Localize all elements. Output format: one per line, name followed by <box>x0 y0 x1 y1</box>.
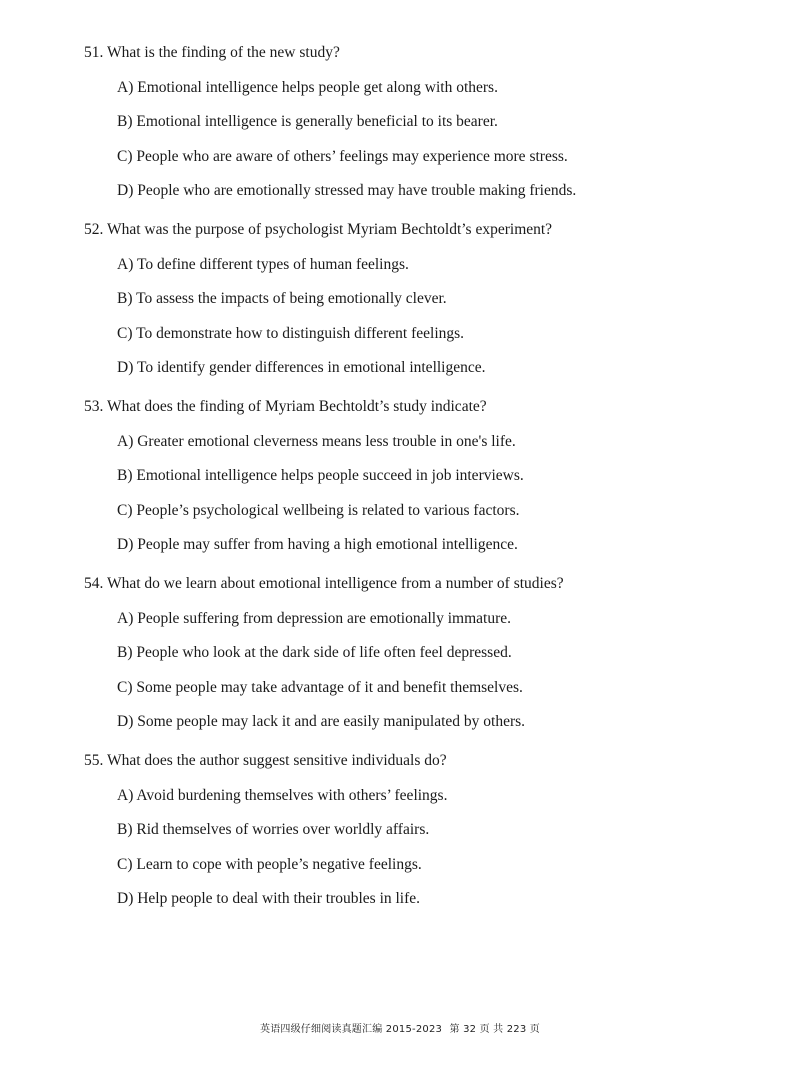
option-d: D) People who are emotionally stressed may have trouble making friends. <box>117 182 577 199</box>
footer-title: 英语四级仔细阅读真题汇编 2015-2023 <box>260 1024 443 1035</box>
option-c: C) Learn to cope with people’s negative feelings. <box>117 855 422 873</box>
option-b: B) People who look at the dark side of life often feel depressed. <box>117 644 512 661</box>
option-a: A) Greater emotional cleverness means less trouble in one's life. <box>117 432 516 450</box>
option-b: B) Emotional intelligence is generally beneficial to its bearer. <box>117 113 498 130</box>
option-a: A) To define different types of human feelings. <box>117 255 409 273</box>
question-stem: 55. What does the author suggest sensitive individuals do? <box>84 752 447 769</box>
option-b: B) Rid themselves of worries over worldly affairs. <box>117 821 430 838</box>
question-stem: 51. What is the finding of the new study? <box>84 44 340 61</box>
option-d: D) People may suffer from having a high emotional intelligence. <box>117 536 518 553</box>
option-d: D) Some people may lack it and are easily manipulated by others. <box>117 713 526 730</box>
option-b: B) To assess the impacts of being emotionally clever. <box>117 290 447 307</box>
question-55 <box>84 750 764 910</box>
question-stem: 53. What does the finding of Myriam Bechtoldt’s study indicate? <box>84 398 487 415</box>
question-stem: 52. What was the purpose of psychologist Myriam Bechtoldt’s experiment? <box>84 221 553 238</box>
option-a: A) Emotional intelligence helps people get along with others. <box>117 78 498 96</box>
option-c: C) Some people may take advantage of it and benefit themselves. <box>117 678 523 696</box>
question-51 <box>84 42 764 202</box>
question-list <box>84 42 764 927</box>
option-c: C) People’s psychological wellbeing is related to various factors. <box>117 501 520 519</box>
option-c: C) To demonstrate how to distinguish different feelings. <box>117 324 465 342</box>
option-d: D) To identify gender differences in emotional intelligence. <box>117 359 486 376</box>
option-a: A) People suffering from depression are emotionally immature. <box>117 609 511 627</box>
question-53 <box>84 396 764 556</box>
question-stem: 54. What do we learn about emotional intelligence from a number of studies? <box>84 575 564 592</box>
option-b: B) Emotional intelligence helps people succeed in job interviews. <box>117 467 524 484</box>
page-footer <box>0 1020 800 1035</box>
option-c: C) People who are aware of others’ feelings may experience more stress. <box>117 147 568 165</box>
footer-page-number: 第 32 页 共 223 页 <box>449 1024 540 1035</box>
option-d: D) Help people to deal with their troubles in life. <box>117 890 421 907</box>
question-54 <box>84 573 764 733</box>
option-a: A) Avoid burdening themselves with others’ feelings. <box>117 786 448 804</box>
question-52 <box>84 219 764 379</box>
